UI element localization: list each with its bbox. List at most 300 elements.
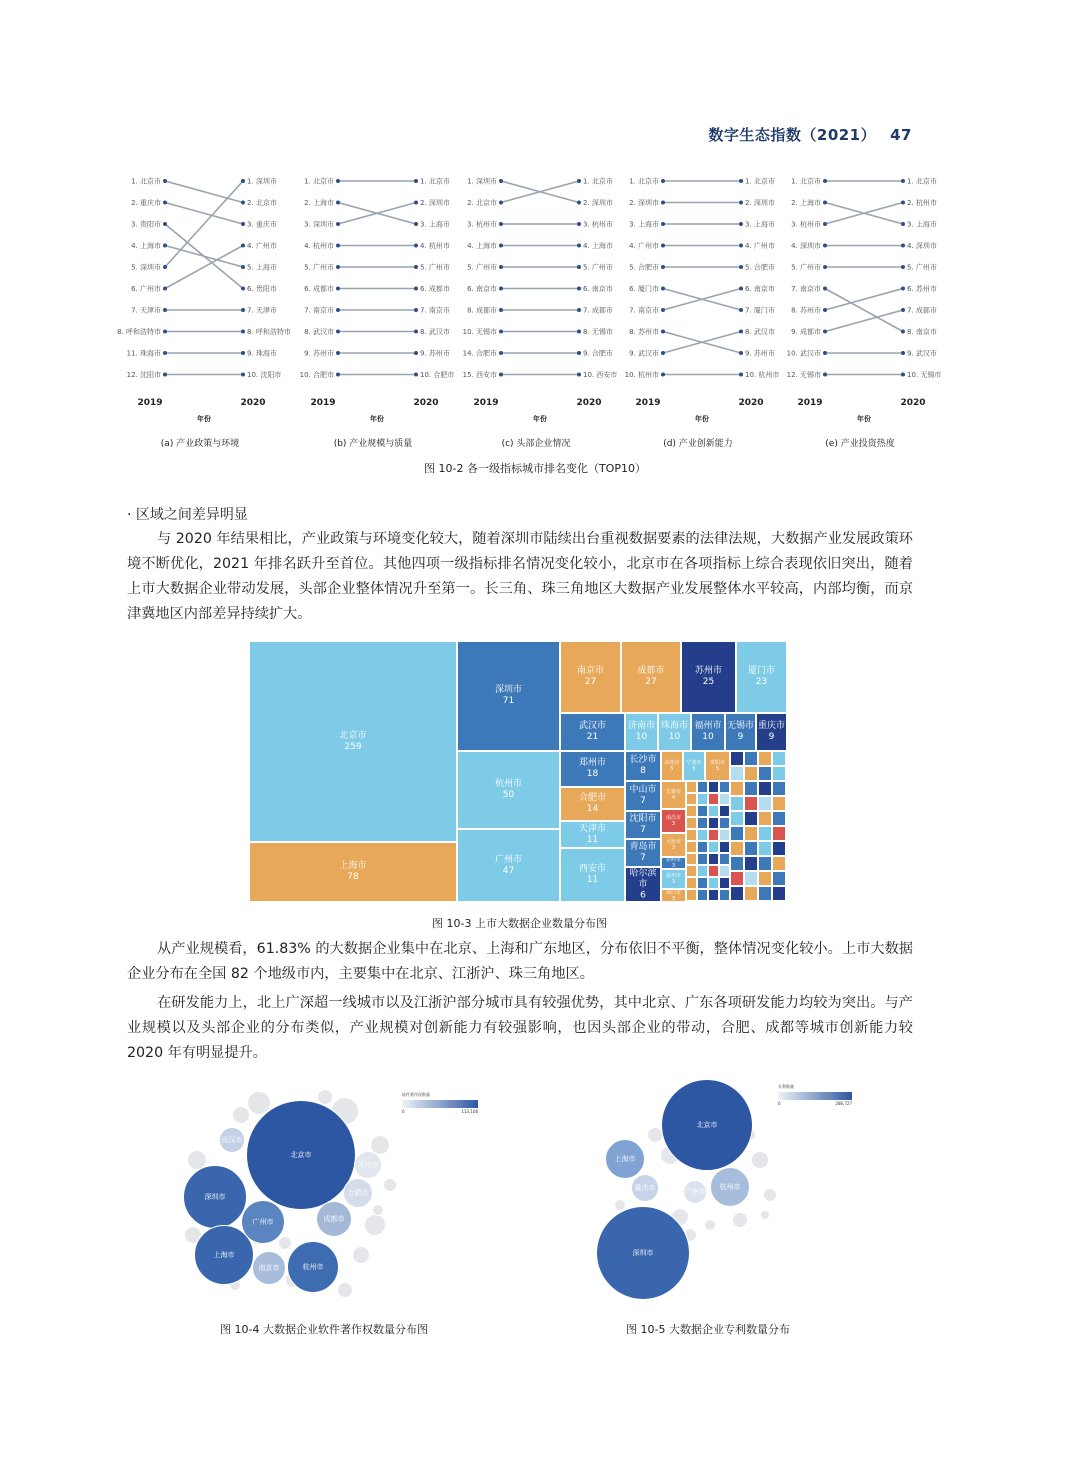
legend-min: 0	[402, 1109, 405, 1114]
rank-label-2020: 8. 呼和浩特市	[247, 328, 291, 336]
rank-dot-2019	[823, 373, 827, 377]
treemap-small-cell	[661, 751, 683, 781]
treemap-minor-cell	[758, 796, 772, 811]
rank-dot-2019	[336, 265, 340, 269]
slope-panel-5	[770, 172, 940, 431]
legend-gradient	[778, 1092, 852, 1100]
treemap-minor-cell	[758, 826, 772, 841]
slope-chart	[770, 172, 940, 427]
rank-dot-2019	[163, 201, 167, 205]
treemap-minor-cell	[697, 817, 708, 829]
rank-label-2020: 2. 深圳市	[420, 199, 450, 207]
rank-dot-2019	[499, 222, 503, 226]
treemap-minor-cell	[772, 811, 786, 826]
rank-dot-2020	[414, 265, 418, 269]
rank-dot-2019	[336, 351, 340, 355]
paragraph-1-text: 与 2020 年结果相比，产业政策与环境变化较大，随着深圳市陆续出台重视数据要素的法律法规，大数据产业发展政策环境不断优化，2021 年排名跃升至首位。其他四项一级指标排名情况变化较小，北京市在各项指标上综合表现依旧突出，随着上市大数据企业带动发展，头部企业整体情况升至第一。长三角、珠三角地区大数据产业发展整体水平较高，内部均衡，而京津冀地区内部差异持续扩大。	[127, 531, 913, 622]
rank-label-2020: 7. 厦门市	[745, 306, 775, 315]
rank-dot-2019	[823, 330, 827, 334]
rank-dot-2020	[414, 351, 418, 355]
treemap-cell-value: 14	[586, 804, 599, 814]
treemap-minor-cell	[744, 781, 758, 796]
rank-line	[825, 310, 903, 332]
bubble: 广州市	[241, 1200, 285, 1244]
treemap-minor-cell	[786, 751, 788, 766]
treemap-cell-value: 7	[640, 825, 646, 835]
paragraph-3-text: 在研发能力上，北上广深超一线城市以及江浙沪部分城市具有较强优势，其中北京、广东各项研发能力均较为突出。与产业规模以及头部企业的分布类似，产业规模对创新能力有较强影响，也因头部企业的带动，合肥、成都等城市创新能力较 2020 年有明显提升。	[127, 995, 913, 1061]
rank-dot-2019	[336, 222, 340, 226]
bubble: 深圳市	[596, 1206, 690, 1300]
legend-title: 软件著作权数量	[402, 1092, 430, 1097]
bubble-minor	[763, 1188, 777, 1202]
slope-panel-2	[283, 172, 453, 431]
rank-dot-2019	[661, 351, 665, 355]
treemap-minor-cell	[772, 856, 786, 871]
treemap-minor-cell	[772, 751, 786, 766]
rank-dot-2019	[336, 201, 340, 205]
bubble-minor	[751, 1151, 769, 1169]
treemap-minor-cell	[697, 793, 708, 805]
rank-label-2020: 6. 南京市	[745, 285, 775, 293]
treemap-cell-value: 27	[645, 677, 657, 687]
rank-label-2020: 1. 北京市	[583, 177, 613, 186]
rank-label-2020: 3. 上海市	[420, 220, 450, 229]
rank-label-2019: 1. 北京市	[629, 177, 659, 186]
rank-label-2019: 2. 北京市	[467, 199, 497, 207]
treemap-minor-cell	[686, 889, 697, 901]
rank-dot-2019	[336, 373, 340, 377]
treemap-small-cell	[661, 809, 686, 833]
rank-dot-2020	[901, 244, 905, 248]
treemap-minor-cell	[758, 841, 772, 856]
rank-line	[825, 289, 903, 332]
treemap-minor-cell	[744, 811, 758, 826]
page-number: 47	[890, 126, 912, 144]
paragraph-3	[127, 991, 913, 1066]
treemap-cell-value: 5	[715, 766, 720, 772]
treemap-cell	[560, 641, 621, 713]
treemap-cell-name: 海口市	[665, 889, 681, 896]
slope-panel-caption: (e) 产业投资热度	[825, 439, 895, 449]
treemap-cell-name: 济南市	[627, 721, 655, 731]
bubble-minor	[732, 1212, 748, 1228]
year-2020: 2020	[900, 398, 926, 408]
rank-label-2019: 1. 北京市	[304, 177, 334, 186]
paragraph-1	[127, 527, 913, 627]
treemap-minor-cell	[772, 871, 786, 886]
treemap-minor-cell	[772, 886, 786, 901]
rank-dot-2020	[414, 373, 418, 377]
treemap-cell-value: 3	[671, 845, 676, 851]
rank-label-2019: 7. 南京市	[304, 306, 334, 315]
treemap-minor-cell	[719, 793, 730, 805]
legend-max: 113,108	[461, 1109, 478, 1114]
treemap-cell-value: 9	[737, 732, 744, 742]
rank-label-2019: 1. 北京市	[131, 177, 161, 186]
slope-panel-caption: (a) 产业政策与环境	[160, 439, 240, 449]
treemap-minor-cell	[786, 901, 788, 903]
rank-dot-2019	[823, 287, 827, 291]
rank-label-2019: 5. 合肥市	[629, 263, 659, 272]
rank-dot-2019	[499, 351, 503, 355]
bubble: 上海市	[194, 1225, 254, 1285]
treemap-minor-cell	[708, 781, 719, 793]
treemap-cell-value: 10	[668, 732, 681, 742]
rank-dot-2020	[739, 330, 743, 334]
paragraph-2	[127, 937, 913, 987]
year-2019: 2019	[137, 398, 163, 408]
treemap-cell-value: 71	[502, 696, 515, 706]
rank-dot-2019	[823, 351, 827, 355]
treemap-minor-cell	[744, 796, 758, 811]
figure-10-2-caption: 图 10-2 各一级指标城市排名变化（TOP10）	[424, 462, 646, 475]
rank-label-2020: 10. 沈阳市	[247, 371, 282, 379]
treemap-minor-cell	[697, 877, 708, 889]
rank-label-2019: 8. 武汉市	[304, 328, 334, 336]
rank-line	[165, 181, 243, 267]
rank-label-2019: 10. 杭州市	[624, 371, 659, 379]
treemap-minor-cell	[786, 781, 788, 796]
bubble-minor	[364, 1214, 386, 1236]
treemap-cell-name: 北京市	[339, 730, 367, 741]
rank-dot-2020	[901, 222, 905, 226]
rank-label-2020: 10. 合肥市	[420, 371, 455, 379]
rank-dot-2019	[336, 330, 340, 334]
treemap-cell-value: 27	[584, 677, 597, 687]
rank-label-2020: 1. 深圳市	[247, 177, 277, 186]
treemap-minor-cell	[686, 841, 697, 853]
treemap-cell-value: 3	[671, 879, 676, 885]
rank-dot-2020	[577, 287, 581, 291]
rank-dot-2019	[163, 330, 167, 334]
treemap-minor-cell	[697, 901, 708, 903]
year-2020: 2020	[738, 398, 764, 408]
rank-label-2019: 10. 武汉市	[786, 349, 821, 358]
rank-dot-2019	[661, 244, 665, 248]
treemap-cell	[625, 713, 658, 751]
rank-label-2020: 5. 广州市	[907, 263, 937, 272]
treemap-minor-cell	[786, 811, 788, 826]
slope-panel-3	[446, 172, 616, 431]
rank-label-2020: 4. 上海市	[583, 242, 613, 250]
treemap-minor-cell	[708, 889, 719, 901]
rank-dot-2020	[739, 265, 743, 269]
treemap-minor-cell	[772, 781, 786, 796]
bubble-minor	[372, 1204, 384, 1216]
treemap-minor-cell	[758, 751, 772, 766]
treemap-cell-value: 11	[586, 875, 599, 885]
bubble: 南京市	[252, 1251, 286, 1285]
bubble: 广州市	[683, 1180, 707, 1204]
treemap-minor-cell	[730, 766, 744, 781]
treemap-cell	[560, 713, 625, 751]
rank-dot-2020	[241, 287, 245, 291]
rank-dot-2019	[661, 330, 665, 334]
rank-label-2019: 8. 苏州市	[629, 328, 659, 336]
rank-label-2019: 3. 杭州市	[791, 220, 821, 229]
rank-label-2020: 5. 广州市	[420, 263, 450, 272]
rank-label-2020: 9. 苏州市	[420, 349, 450, 358]
treemap-small-cell	[683, 751, 705, 781]
treemap-minor-cell	[719, 829, 730, 841]
axis-label: 年份	[857, 415, 871, 423]
rank-dot-2020	[241, 265, 245, 269]
treemap-cell-value: 8	[640, 766, 646, 776]
rank-dot-2020	[414, 179, 418, 183]
treemap-cell-value: 18	[586, 769, 599, 779]
treemap-minor-cell	[758, 766, 772, 781]
rank-label-2020: 8. 武汉市	[420, 328, 450, 336]
rank-dot-2020	[901, 179, 905, 183]
treemap-minor-cell	[758, 781, 772, 796]
rank-dot-2020	[577, 201, 581, 205]
rank-dot-2020	[241, 179, 245, 183]
rank-label-2019: 6. 厦门市	[629, 285, 659, 293]
treemap-minor-cell	[697, 865, 708, 877]
treemap-minor-cell	[719, 877, 730, 889]
rank-dot-2020	[739, 222, 743, 226]
treemap-minor-cell	[744, 826, 758, 841]
rank-label-2020: 5. 合肥市	[745, 263, 775, 272]
rank-label-2019: 6. 广州市	[131, 285, 161, 293]
rank-dot-2020	[901, 287, 905, 291]
treemap-cell	[725, 713, 756, 751]
rank-label-2020: 7. 成都市	[907, 306, 937, 315]
rank-dot-2019	[661, 373, 665, 377]
slope-panel-caption: (c) 头部企业情况	[501, 439, 571, 449]
treemap-minor-cell	[786, 841, 788, 856]
rank-dot-2019	[163, 222, 167, 226]
treemap-minor-cell	[744, 901, 758, 903]
rank-dot-2020	[739, 287, 743, 291]
bubble-minor	[383, 1178, 397, 1192]
rank-label-2020: 4. 广州市	[247, 242, 277, 250]
rank-dot-2019	[661, 308, 665, 312]
treemap-small-cell	[661, 781, 686, 809]
treemap-minor-cell	[786, 766, 788, 781]
treemap-minor-cell	[744, 886, 758, 901]
treemap-minor-cell	[730, 811, 744, 826]
bubble: 深圳市	[183, 1165, 247, 1229]
bubble: 武汉市	[219, 1127, 245, 1153]
rank-label-2020: 9. 合肥市	[583, 349, 613, 358]
treemap-minor-cell	[697, 889, 708, 901]
treemap-minor-cell	[758, 886, 772, 901]
rank-label-2019: 1. 北京市	[791, 177, 821, 186]
rank-label-2020: 3. 杭州市	[583, 220, 613, 229]
figure-10-3-treemap	[249, 641, 787, 902]
rank-dot-2020	[577, 179, 581, 183]
treemap-minor-cell	[786, 796, 788, 811]
treemap-minor-cell	[697, 841, 708, 853]
treemap-cell-name: 杭州市	[494, 779, 522, 789]
slope-chart	[446, 172, 616, 427]
bubble-minor	[352, 1246, 370, 1264]
treemap-cell	[625, 811, 661, 839]
rank-label-2020: 4. 杭州市	[420, 242, 450, 250]
treemap-minor-cell	[730, 856, 744, 871]
rank-label-2020: 10. 杭州市	[745, 371, 780, 379]
slope-panel-1	[110, 172, 291, 431]
figure-10-5-caption: 图 10-5 大数据企业专利数量分布	[626, 1323, 790, 1336]
rank-label-2019: 15. 西安市	[462, 371, 497, 379]
treemap-cell-name: 厦门市	[747, 666, 775, 676]
treemap-cell	[625, 751, 661, 781]
rank-dot-2020	[901, 201, 905, 205]
rank-dot-2019	[499, 265, 503, 269]
rank-label-2020: 2. 深圳市	[745, 199, 775, 207]
treemap-cell	[625, 839, 661, 867]
treemap-minor-cell	[697, 853, 708, 865]
year-2019: 2019	[797, 398, 823, 408]
treemap-small-cell	[705, 751, 730, 781]
treemap-cell-name: 福州市	[694, 721, 722, 731]
rank-label-2019: 5. 广州市	[467, 263, 497, 272]
treemap-cell-value: 78	[347, 872, 359, 882]
treemap-small-cell	[661, 869, 686, 889]
treemap-minor-cell	[719, 853, 730, 865]
rank-label-2019: 12. 沈阳市	[126, 371, 161, 379]
rank-dot-2019	[336, 244, 340, 248]
rank-label-2020: 8. 无锡市	[583, 328, 613, 336]
treemap-minor-cell	[786, 886, 788, 901]
rank-dot-2019	[499, 308, 503, 312]
treemap-cell-name: 合肥市	[578, 793, 606, 803]
figure-10-3-caption: 图 10-3 上市大数据企业数量分布图	[432, 917, 607, 930]
treemap-cell-name: 南京市	[576, 666, 604, 676]
treemap-minor-cell	[744, 856, 758, 871]
treemap-cell-name: 南昌市	[665, 815, 681, 821]
rank-dot-2019	[163, 308, 167, 312]
treemap-cell-name: 武汉市	[578, 721, 606, 731]
treemap-cell-value: 21	[586, 732, 599, 742]
treemap-cell-name: 广州市	[494, 854, 522, 865]
slope-panel-4	[608, 172, 778, 431]
treemap-cell-name: 大连市	[665, 839, 681, 845]
rank-dot-2019	[336, 287, 340, 291]
treemap-cell-value: 6	[640, 890, 646, 900]
treemap-cell-name: 长沙市	[629, 755, 657, 765]
rank-label-2019: 8. 呼和浩特市	[117, 328, 161, 336]
rank-label-2020: 6. 成都市	[420, 285, 450, 293]
treemap-cell	[249, 842, 457, 902]
rank-label-2020: 3. 上海市	[745, 220, 775, 229]
treemap-cell-name: 宁波市	[686, 760, 702, 766]
treemap-minor-cell	[708, 865, 719, 877]
rank-dot-2020	[241, 330, 245, 334]
section-bullet: · 区域之间差异明显	[127, 507, 248, 523]
rank-dot-2019	[823, 265, 827, 269]
rank-label-2019: 4. 广州市	[629, 242, 659, 250]
treemap-minor-cell	[772, 826, 786, 841]
treemap-cell-name: 中山市	[629, 785, 657, 795]
rank-label-2020: 6. 南京市	[583, 285, 613, 293]
year-2019: 2019	[635, 398, 661, 408]
treemap-minor-cell	[708, 829, 719, 841]
rank-dot-2019	[661, 179, 665, 183]
treemap-cell-value: 5	[692, 766, 696, 772]
treemap-cell	[560, 848, 625, 902]
rank-dot-2019	[661, 287, 665, 291]
treemap-minor-cell	[697, 781, 708, 793]
treemap-minor-cell	[730, 826, 744, 841]
rank-dot-2019	[499, 179, 503, 183]
treemap-minor-cell	[708, 877, 719, 889]
treemap-small-cell	[661, 857, 686, 869]
treemap-minor-cell	[719, 901, 730, 903]
slope-chart	[608, 172, 778, 427]
rank-label-2019: 10. 无锡市	[462, 328, 497, 336]
rank-label-2019: 6. 南京市	[467, 285, 497, 293]
treemap-minor-cell	[719, 805, 730, 817]
treemap-minor-cell	[686, 877, 697, 889]
treemap-cell	[249, 641, 457, 842]
rank-dot-2019	[336, 308, 340, 312]
treemap-cell-value: 4	[671, 795, 676, 801]
legend-10-4	[402, 1092, 478, 1114]
treemap-minor-cell	[772, 841, 786, 856]
rank-label-2020: 7. 南京市	[420, 306, 450, 315]
treemap-minor-cell	[730, 751, 744, 766]
rank-label-2019: 5. 深圳市	[131, 263, 161, 272]
rank-dot-2019	[499, 201, 503, 205]
page-header	[708, 124, 912, 145]
treemap-minor-cell	[772, 796, 786, 811]
treemap-cell	[560, 821, 625, 848]
rank-dot-2020	[414, 308, 418, 312]
treemap-cell-name: 贵阳市	[709, 760, 725, 766]
rank-dot-2019	[163, 265, 167, 269]
treemap-minor-cell	[786, 856, 788, 871]
treemap-minor-cell	[719, 841, 730, 853]
rank-dot-2019	[499, 330, 503, 334]
rank-line	[165, 246, 243, 268]
rank-dot-2019	[163, 287, 167, 291]
rank-dot-2020	[577, 222, 581, 226]
treemap-cell-value: 23	[755, 677, 768, 687]
treemap-cell	[756, 713, 787, 751]
legend-10-5	[778, 1084, 852, 1106]
rank-dot-2020	[241, 308, 245, 312]
treemap-cell	[736, 641, 787, 713]
rank-dot-2020	[241, 351, 245, 355]
rank-dot-2020	[241, 201, 245, 205]
treemap-cell	[457, 751, 560, 829]
rank-label-2019: 4. 深圳市	[791, 242, 821, 250]
treemap-minor-cell	[744, 766, 758, 781]
legend-max: 286,727	[835, 1101, 852, 1106]
rank-dot-2019	[823, 308, 827, 312]
rank-label-2019: 4. 上海市	[467, 242, 497, 250]
treemap-minor-cell	[708, 841, 719, 853]
rank-dot-2020	[739, 179, 743, 183]
legend-title: 专利数量	[778, 1084, 794, 1089]
rank-dot-2019	[163, 244, 167, 248]
rank-dot-2019	[661, 201, 665, 205]
rank-label-2019: 9. 苏州市	[304, 349, 334, 358]
bubble-minor	[278, 1236, 292, 1250]
rank-dot-2020	[739, 351, 743, 355]
rank-label-2020: 3. 上海市	[907, 220, 937, 229]
bubble: 上海市	[605, 1139, 645, 1179]
rank-dot-2019	[499, 373, 503, 377]
treemap-cell-name: 哈尔滨市	[629, 868, 657, 889]
treemap-cell	[658, 713, 691, 751]
treemap-minor-cell	[708, 793, 719, 805]
rank-label-2020: 1. 北京市	[745, 177, 775, 186]
rank-line	[165, 203, 243, 225]
rank-dot-2020	[414, 244, 418, 248]
